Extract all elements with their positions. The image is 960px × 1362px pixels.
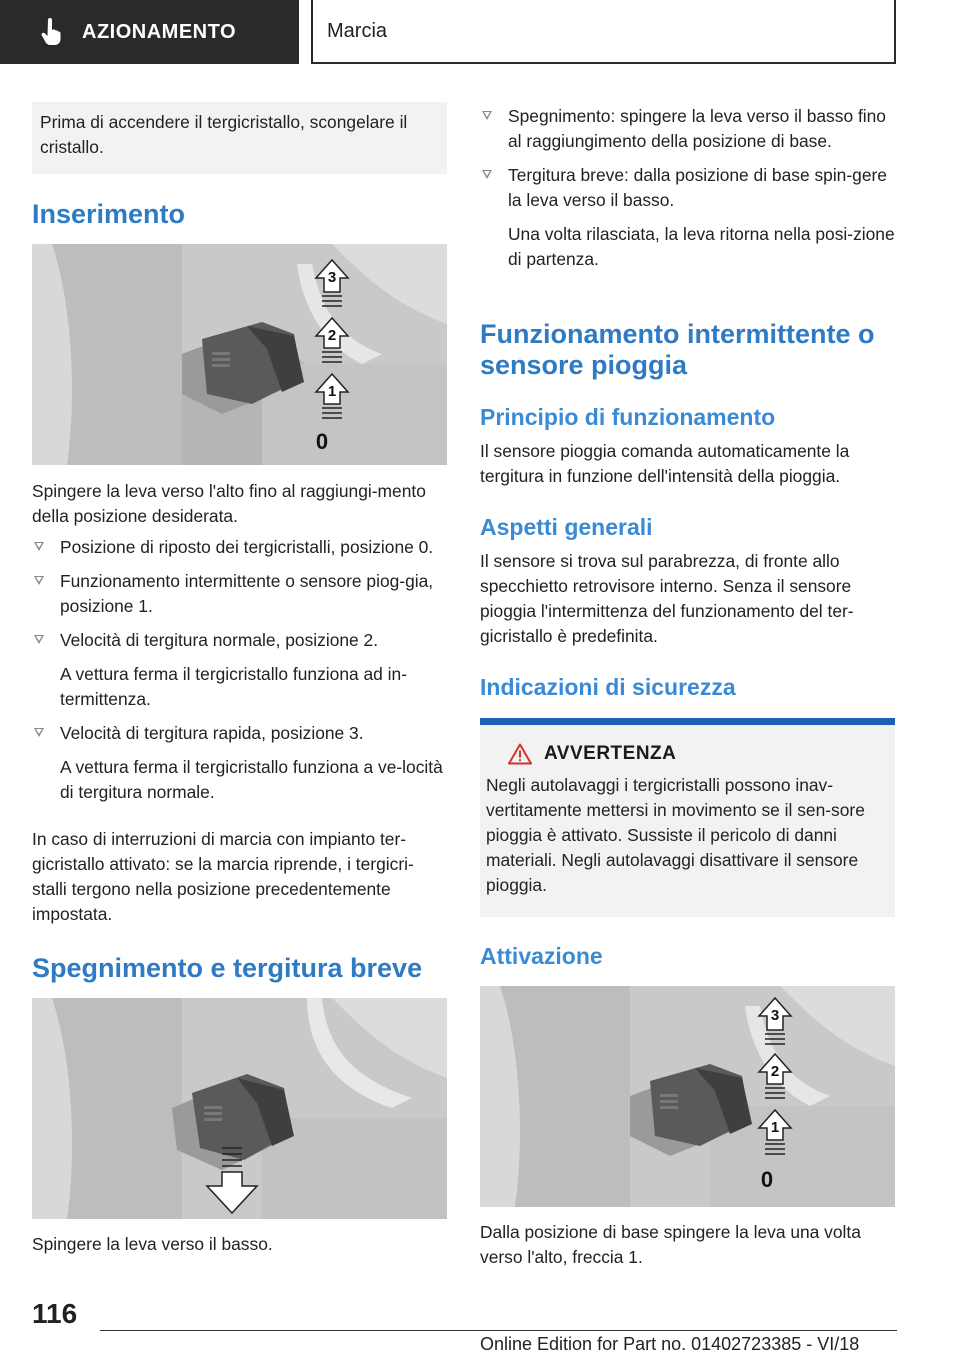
fig3-label-3: 3 xyxy=(770,1007,780,1024)
heading-spegnimento: Spegnimento e tergitura breve xyxy=(32,953,423,983)
edition-text: Online Edition for Part no. 01402723385 - VI/18 xyxy=(480,1334,860,1354)
list-item xyxy=(480,104,895,154)
fig1-label-2: 2 xyxy=(327,327,337,344)
figure-wiper-lever-activation xyxy=(480,986,895,1207)
list-item-text: Velocità di tergitura normale, posizione 2. xyxy=(60,630,379,650)
list-item-subtext: A vettura ferma il tergicristallo funziona ad in-termittenza. xyxy=(60,664,408,709)
warning-box xyxy=(480,718,895,917)
bullet-triangle-icon xyxy=(34,728,44,737)
paragraph-aspetti: Il sensore si trova sul parabrezza, di fronte allo specchietto retrovisore interno. Senza il sensore pioggia l'intermittenza del funzionamento del ter-gicristallo è predefinita. xyxy=(480,551,854,646)
fig1-label-3: 3 xyxy=(327,269,337,286)
heading-sicurezza: Indicazioni di sicurezza xyxy=(480,674,736,700)
fig3-label-1: 1 xyxy=(770,1119,780,1136)
list-spegnimento xyxy=(480,104,895,272)
chapter-box xyxy=(311,0,896,64)
list-item-subtext: A vettura ferma il tergicristallo funziona a ve-locità di tergitura normale. xyxy=(60,757,443,802)
list-item-text: Posizione di riposto dei tergicristalli, posizione 0. xyxy=(60,537,434,557)
heading-principio: Principio di funzionamento xyxy=(480,404,776,430)
bullet-triangle-icon xyxy=(34,635,44,644)
caption-inserimento: Spingere la leva verso l'alto fino al raggiungi-mento della posizione desiderata. xyxy=(32,481,426,526)
fig1-label-1: 1 xyxy=(327,383,337,400)
note-box xyxy=(32,102,447,174)
bullet-triangle-icon xyxy=(482,170,492,179)
list-item xyxy=(480,163,895,272)
caption-spegnimento: Spingere la leva verso il basso. xyxy=(32,1234,273,1254)
chapter-label: Marcia xyxy=(327,19,388,42)
warning-text: Negli autolavaggi i tergicristalli possono inav-vertitamente mettersi in movimento se il sen-sore pioggia è attivato. Sussiste il pericolo di danni materiali. Negli autolavaggi disattivare il sensore pioggia. xyxy=(486,775,865,895)
list-positions xyxy=(32,535,447,805)
list-item xyxy=(32,569,447,619)
list-item xyxy=(32,535,447,560)
bullet-triangle-icon xyxy=(34,542,44,551)
paragraph-interruzioni: In caso di interruzioni di marcia con impianto ter-gicristallo attivato: se la marcia riprende, i tergicri-stalli tergono nella posizione precedentemente impostata. xyxy=(32,829,414,924)
figure-wiper-lever-down xyxy=(32,998,447,1219)
figure-wiper-lever-up xyxy=(32,244,447,465)
page-number: 116 xyxy=(32,1298,78,1329)
hand-pointer-icon xyxy=(40,18,64,46)
heading-aspetti: Aspetti generali xyxy=(480,514,653,540)
list-item-text: Spegnimento: spingere la leva verso il basso fino al raggiungimento della posizione di base. xyxy=(508,106,886,151)
bullet-triangle-icon xyxy=(482,111,492,120)
warning-triangle-icon xyxy=(508,743,532,765)
fig1-label-0: 0 xyxy=(315,429,329,454)
heading-attivazione: Attivazione xyxy=(480,943,603,969)
list-item-text: Velocità di tergitura rapida, posizione 3. xyxy=(60,723,364,743)
heading-funzionamento: Funzionamento intermittente o sensore pioggia xyxy=(480,319,875,380)
fig3-label-2: 2 xyxy=(770,1063,780,1080)
paragraph-principio: Il sensore pioggia comanda automaticamente la tergitura in funzione dell'intensità della pioggia. xyxy=(480,441,850,486)
bullet-triangle-icon xyxy=(34,576,44,585)
section-tab xyxy=(0,0,299,64)
list-item-text: Funzionamento intermittente o sensore piog-gia, posizione 1. xyxy=(60,571,434,616)
list-item-text: Tergitura breve: dalla posizione di base spin-gere la leva verso il basso. xyxy=(508,165,887,210)
list-item xyxy=(32,628,447,712)
caption-attivazione: Dalla posizione di base spingere la leva una volta verso l'alto, freccia 1. xyxy=(480,1222,861,1267)
warning-title xyxy=(508,743,887,765)
warning-title-text: AVVERTENZA xyxy=(544,743,677,764)
footer-divider xyxy=(100,1330,897,1331)
list-item xyxy=(32,721,447,805)
note-text: Prima di accendere il tergicristallo, scongelare il cristallo. xyxy=(40,112,408,157)
heading-inserimento: Inserimento xyxy=(32,199,186,229)
fig3-label-0: 0 xyxy=(760,1167,774,1192)
section-label: AZIONAMENTO xyxy=(82,20,237,43)
list-item-subtext: Una volta rilasciata, la leva ritorna nella posi-zione di partenza. xyxy=(508,224,895,269)
